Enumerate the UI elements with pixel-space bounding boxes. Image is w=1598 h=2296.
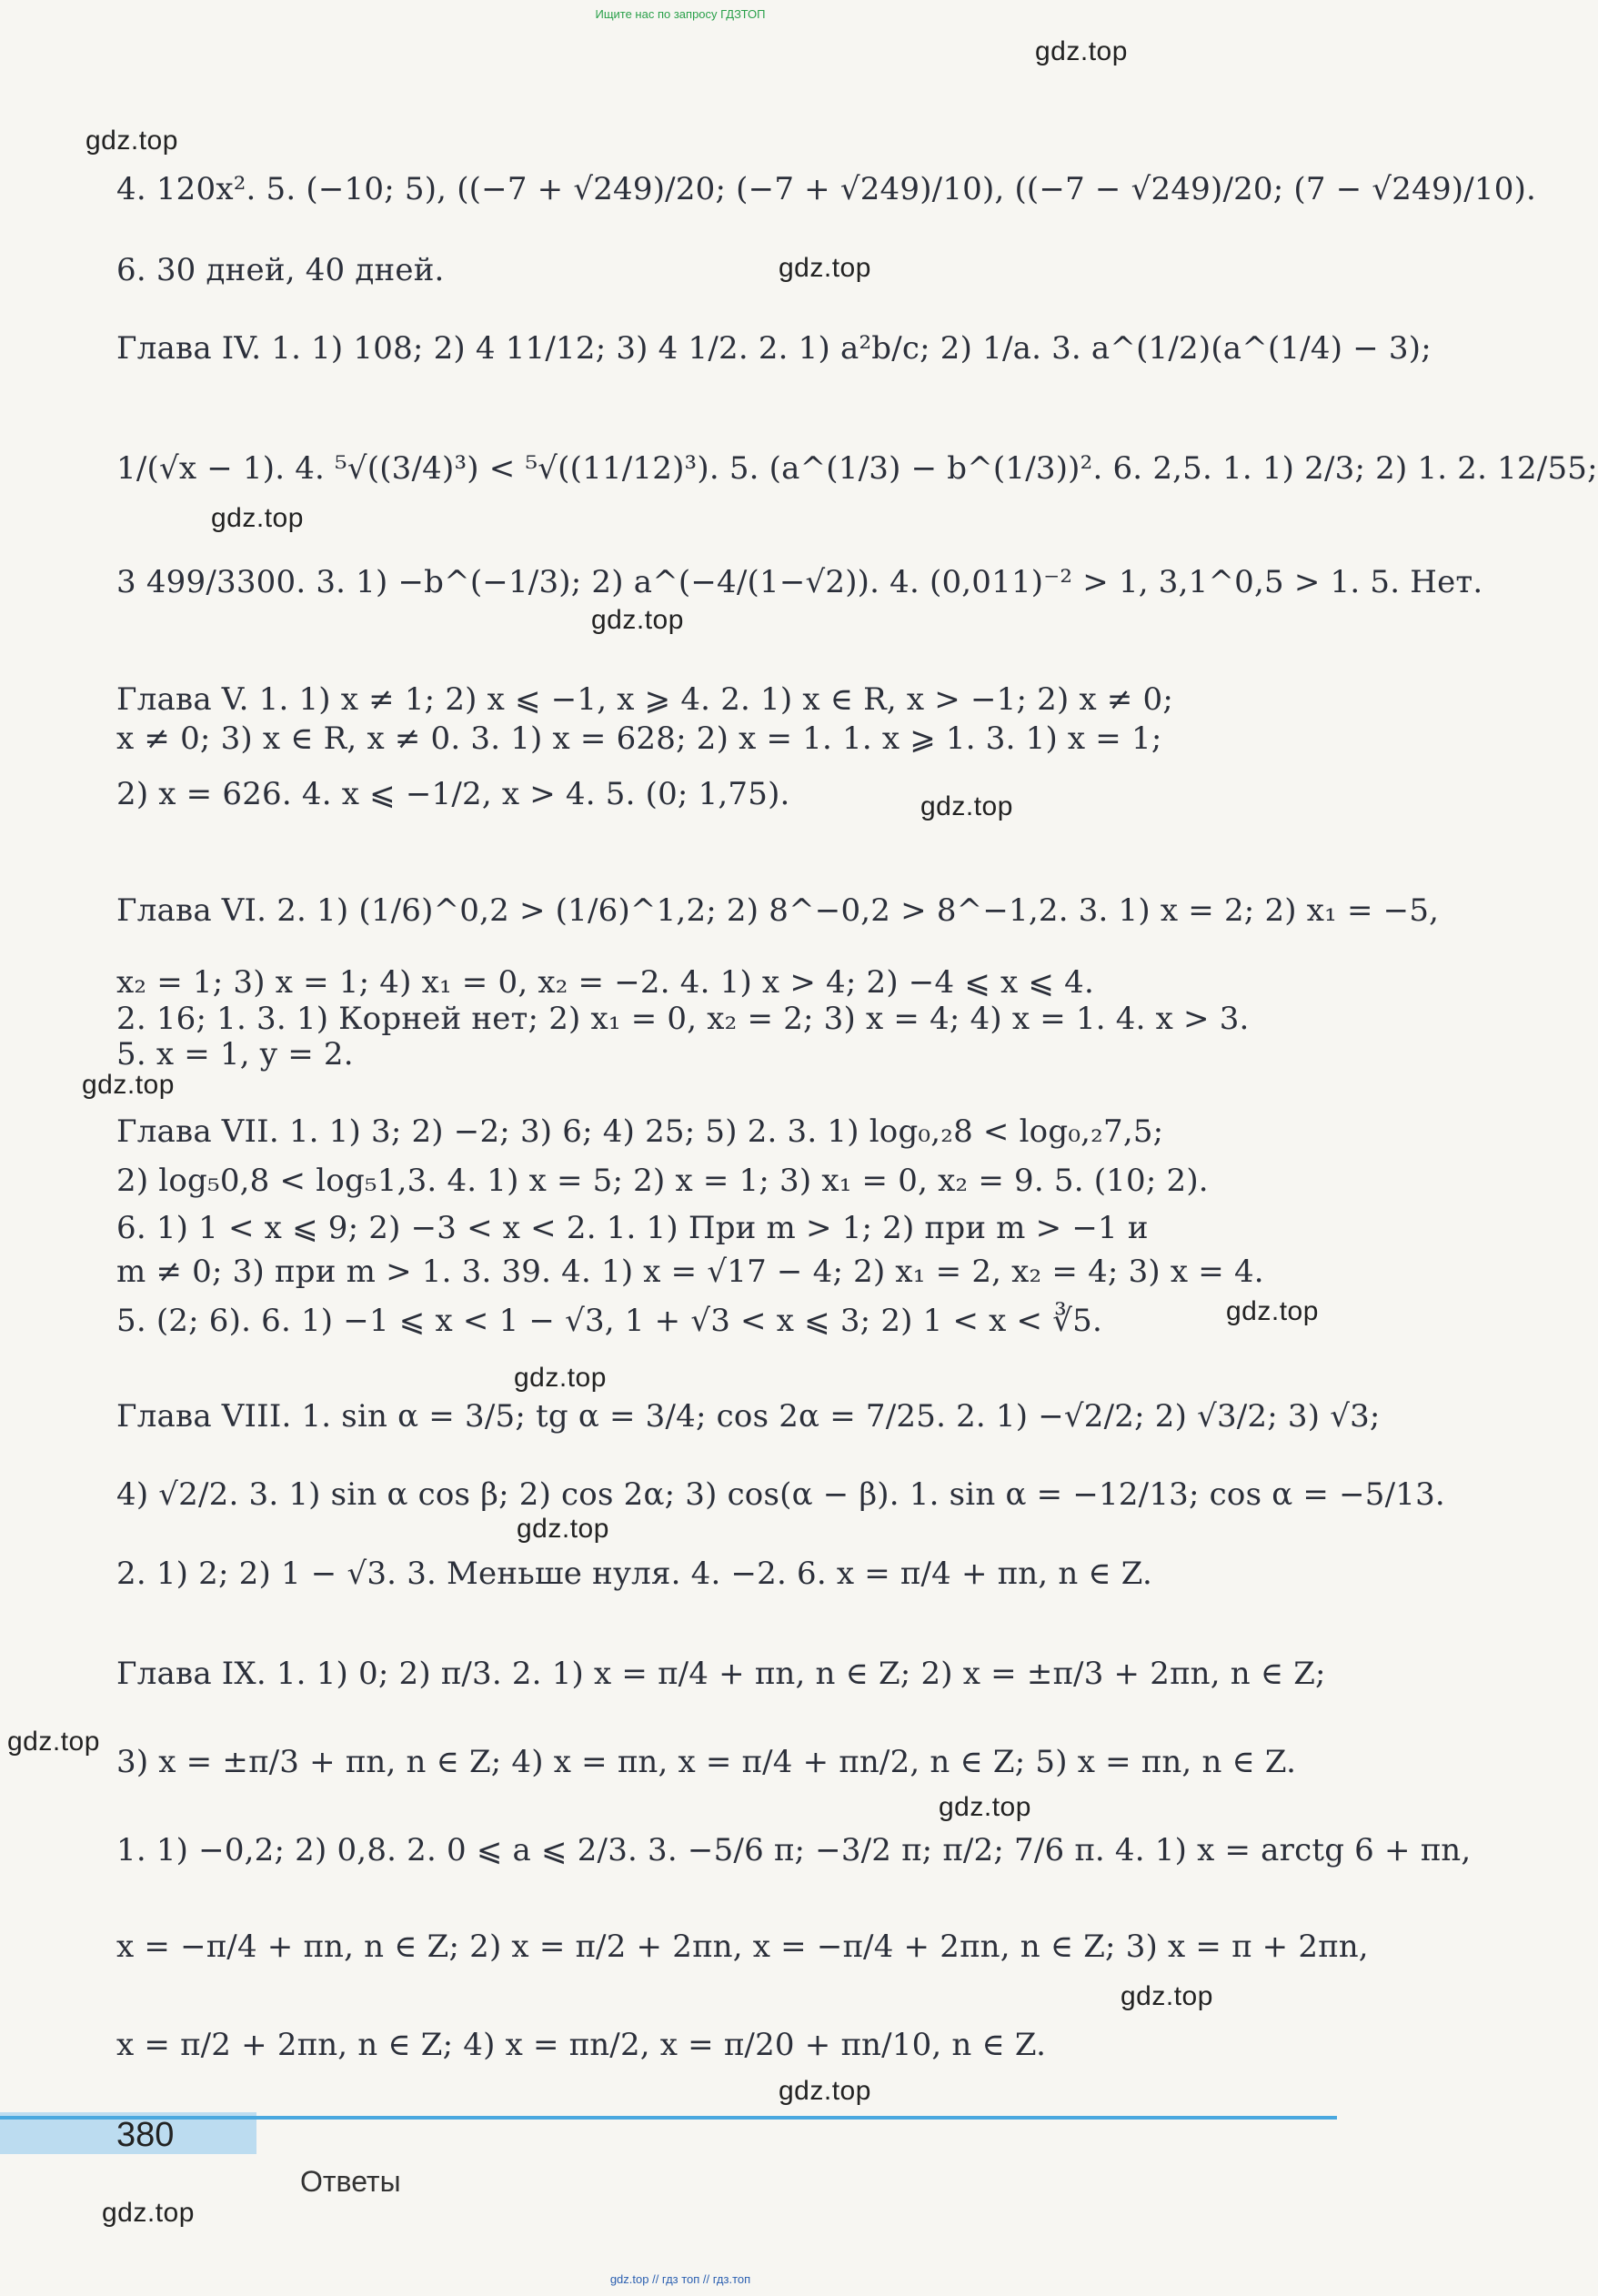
watermark: gdz.top [1035, 36, 1128, 66]
answer-line: 3) x = ±π/3 + πn, n ∈ Z; 4) x = πn, x = π/4 + πn/2, n ∈ Z; 5) x = πn, n ∈ Z. [116, 1744, 1297, 1780]
answer-line: 2. 1) 2; 2) 1 − √3. 3. Меньше нуля. 4. −2. 6. x = π/4 + πn, n ∈ Z. [116, 1556, 1153, 1592]
watermark: gdz.top [1226, 1296, 1319, 1326]
answer-line: 6. 1) 1 < x ⩽ 9; 2) −3 < x < 2. 1. 1) При m > 1; 2) при m > −1 и [116, 1210, 1149, 1246]
answer-line: 2) x = 626. 4. x ⩽ −1/2, x > 4. 5. (0; 1,75). [116, 776, 790, 812]
watermark: gdz.top [939, 1792, 1031, 1822]
answer-line: 1/(√x − 1). 4. ⁵√((3/4)³) < ⁵√((11/12)³). 5. (a^(1/3) − b^(1/3))². 6. 2,5. 1. 1) 2/3; 2) 1. 2. 12/55; [116, 450, 1598, 487]
answer-line: 4) √2/2. 3. 1) sin α cos β; 2) cos 2α; 3) cos(α − β). 1. sin α = −12/13; cos α = −5/13. [116, 1476, 1445, 1513]
answer-line: x ≠ 0; 3) x ∈ R, x ≠ 0. 3. 1) x = 628; 2) x = 1. 1. x ⩾ 1. 3. 1) x = 1; [116, 720, 1162, 757]
watermark: gdz.top [514, 1363, 607, 1393]
watermark: gdz.top [920, 791, 1013, 821]
answer-line: x = π/2 + 2πn, n ∈ Z; 4) x = πn/2, x = π/20 + πn/10, n ∈ Z. [116, 2027, 1047, 2063]
answer-line: 6. 30 дней, 40 дней. [116, 252, 445, 288]
page-divider [0, 2116, 1337, 2120]
answer-line: 4. 120x². 5. (−10; 5), ((−7 + √249)/20; (−7 + √249)/10), ((−7 − √249)/20; (7 − √249)/10). [116, 171, 1537, 207]
answer-line: 1. 1) −0,2; 2) 0,8. 2. 0 ⩽ a ⩽ 2/3. 3. −5/6 π; −3/2 π; π/2; 7/6 π. 4. 1) x = arctg 6 + πn, [116, 1832, 1472, 1868]
watermark: gdz.top [517, 1514, 609, 1544]
answer-line: 2) log₅0,8 < log₅1,3. 4. 1) x = 5; 2) x = 1; 3) x₁ = 0, x₂ = 9. 5. (10; 2). [116, 1163, 1209, 1199]
chapter-iv-line: Глава IV. 1. 1) 108; 2) 4 11/12; 3) 4 1/2. 2. 1) a²b/c; 2) 1/a. 3. a^(1/2)(a^(1/4) − 3); [116, 330, 1432, 367]
watermark: gdz.top [7, 1727, 100, 1757]
watermark: gdz.top [779, 2076, 871, 2106]
section-label: Ответы [300, 2165, 401, 2198]
answer-line: x₂ = 1; 3) x = 1; 4) x₁ = 0, x₂ = −2. 4. 1) x > 4; 2) −4 ⩽ x ⩽ 4. [116, 964, 1094, 1001]
top-banner[interactable]: Ищите нас по запросу ГДЗТОП [595, 7, 766, 21]
watermark: gdz.top [779, 253, 871, 283]
page-number: 380 [116, 2116, 175, 2154]
chapter-vii-line: Глава VII. 1. 1) 3; 2) −2; 3) 6; 4) 25; 5) 2. 3. 1) log₀,₂8 < log₀,₂7,5; [116, 1113, 1164, 1150]
answer-line: 2. 16; 1. 3. 1) Корней нет; 2) x₁ = 0, x₂ = 2; 3) x = 4; 4) x = 1. 4. x > 3. [116, 1001, 1250, 1037]
answer-line: x = −π/4 + πn, n ∈ Z; 2) x = π/2 + 2πn, x = −π/4 + 2πn, n ∈ Z; 3) x = π + 2πn, [116, 1928, 1369, 1965]
chapter-vi-line: Глава VI. 2. 1) (1/6)^0,2 > (1/6)^1,2; 2) 8^−0,2 > 8^−1,2. 3. 1) x = 2; 2) x₁ = −5, [116, 892, 1440, 929]
chapter-v-line: Глава V. 1. 1) x ≠ 1; 2) x ⩽ −1, x ⩾ 4. 2. 1) x ∈ R, x > −1; 2) x ≠ 0; [116, 681, 1174, 718]
watermark: gdz.top [1121, 1981, 1213, 2011]
answer-line: m ≠ 0; 3) при m > 1. 3. 39. 4. 1) x = √17 − 4; 2) x₁ = 2, x₂ = 4; 3) x = 4. [116, 1254, 1264, 1290]
watermark: gdz.top [591, 605, 684, 635]
answer-line: 5. x = 1, y = 2. [116, 1036, 354, 1072]
bottom-banner[interactable]: gdz.top // гдз топ // гдз.топ [609, 2272, 751, 2286]
watermark: gdz.top [82, 1070, 175, 1100]
answer-line: 3 499/3300. 3. 1) −b^(−1/3); 2) a^(−4/(1−√2)). 4. (0,011)⁻² > 1, 3,1^0,5 > 1. 5. Нет. [116, 564, 1483, 600]
watermark: gdz.top [102, 2198, 195, 2228]
chapter-ix-line: Глава IX. 1. 1) 0; 2) π/3. 2. 1) x = π/4 + πn, n ∈ Z; 2) x = ±π/3 + 2πn, n ∈ Z; [116, 1656, 1326, 1692]
watermark: gdz.top [211, 503, 304, 533]
watermark: gdz.top [85, 126, 178, 156]
answer-line: 5. (2; 6). 6. 1) −1 ⩽ x < 1 − √3, 1 + √3 < x ⩽ 3; 2) 1 < x < ∛5. [116, 1303, 1102, 1339]
chapter-viii-line: Глава VIII. 1. sin α = 3/5; tg α = 3/4; cos 2α = 7/25. 2. 1) −√2/2; 2) √3/2; 3) √3; [116, 1398, 1381, 1435]
